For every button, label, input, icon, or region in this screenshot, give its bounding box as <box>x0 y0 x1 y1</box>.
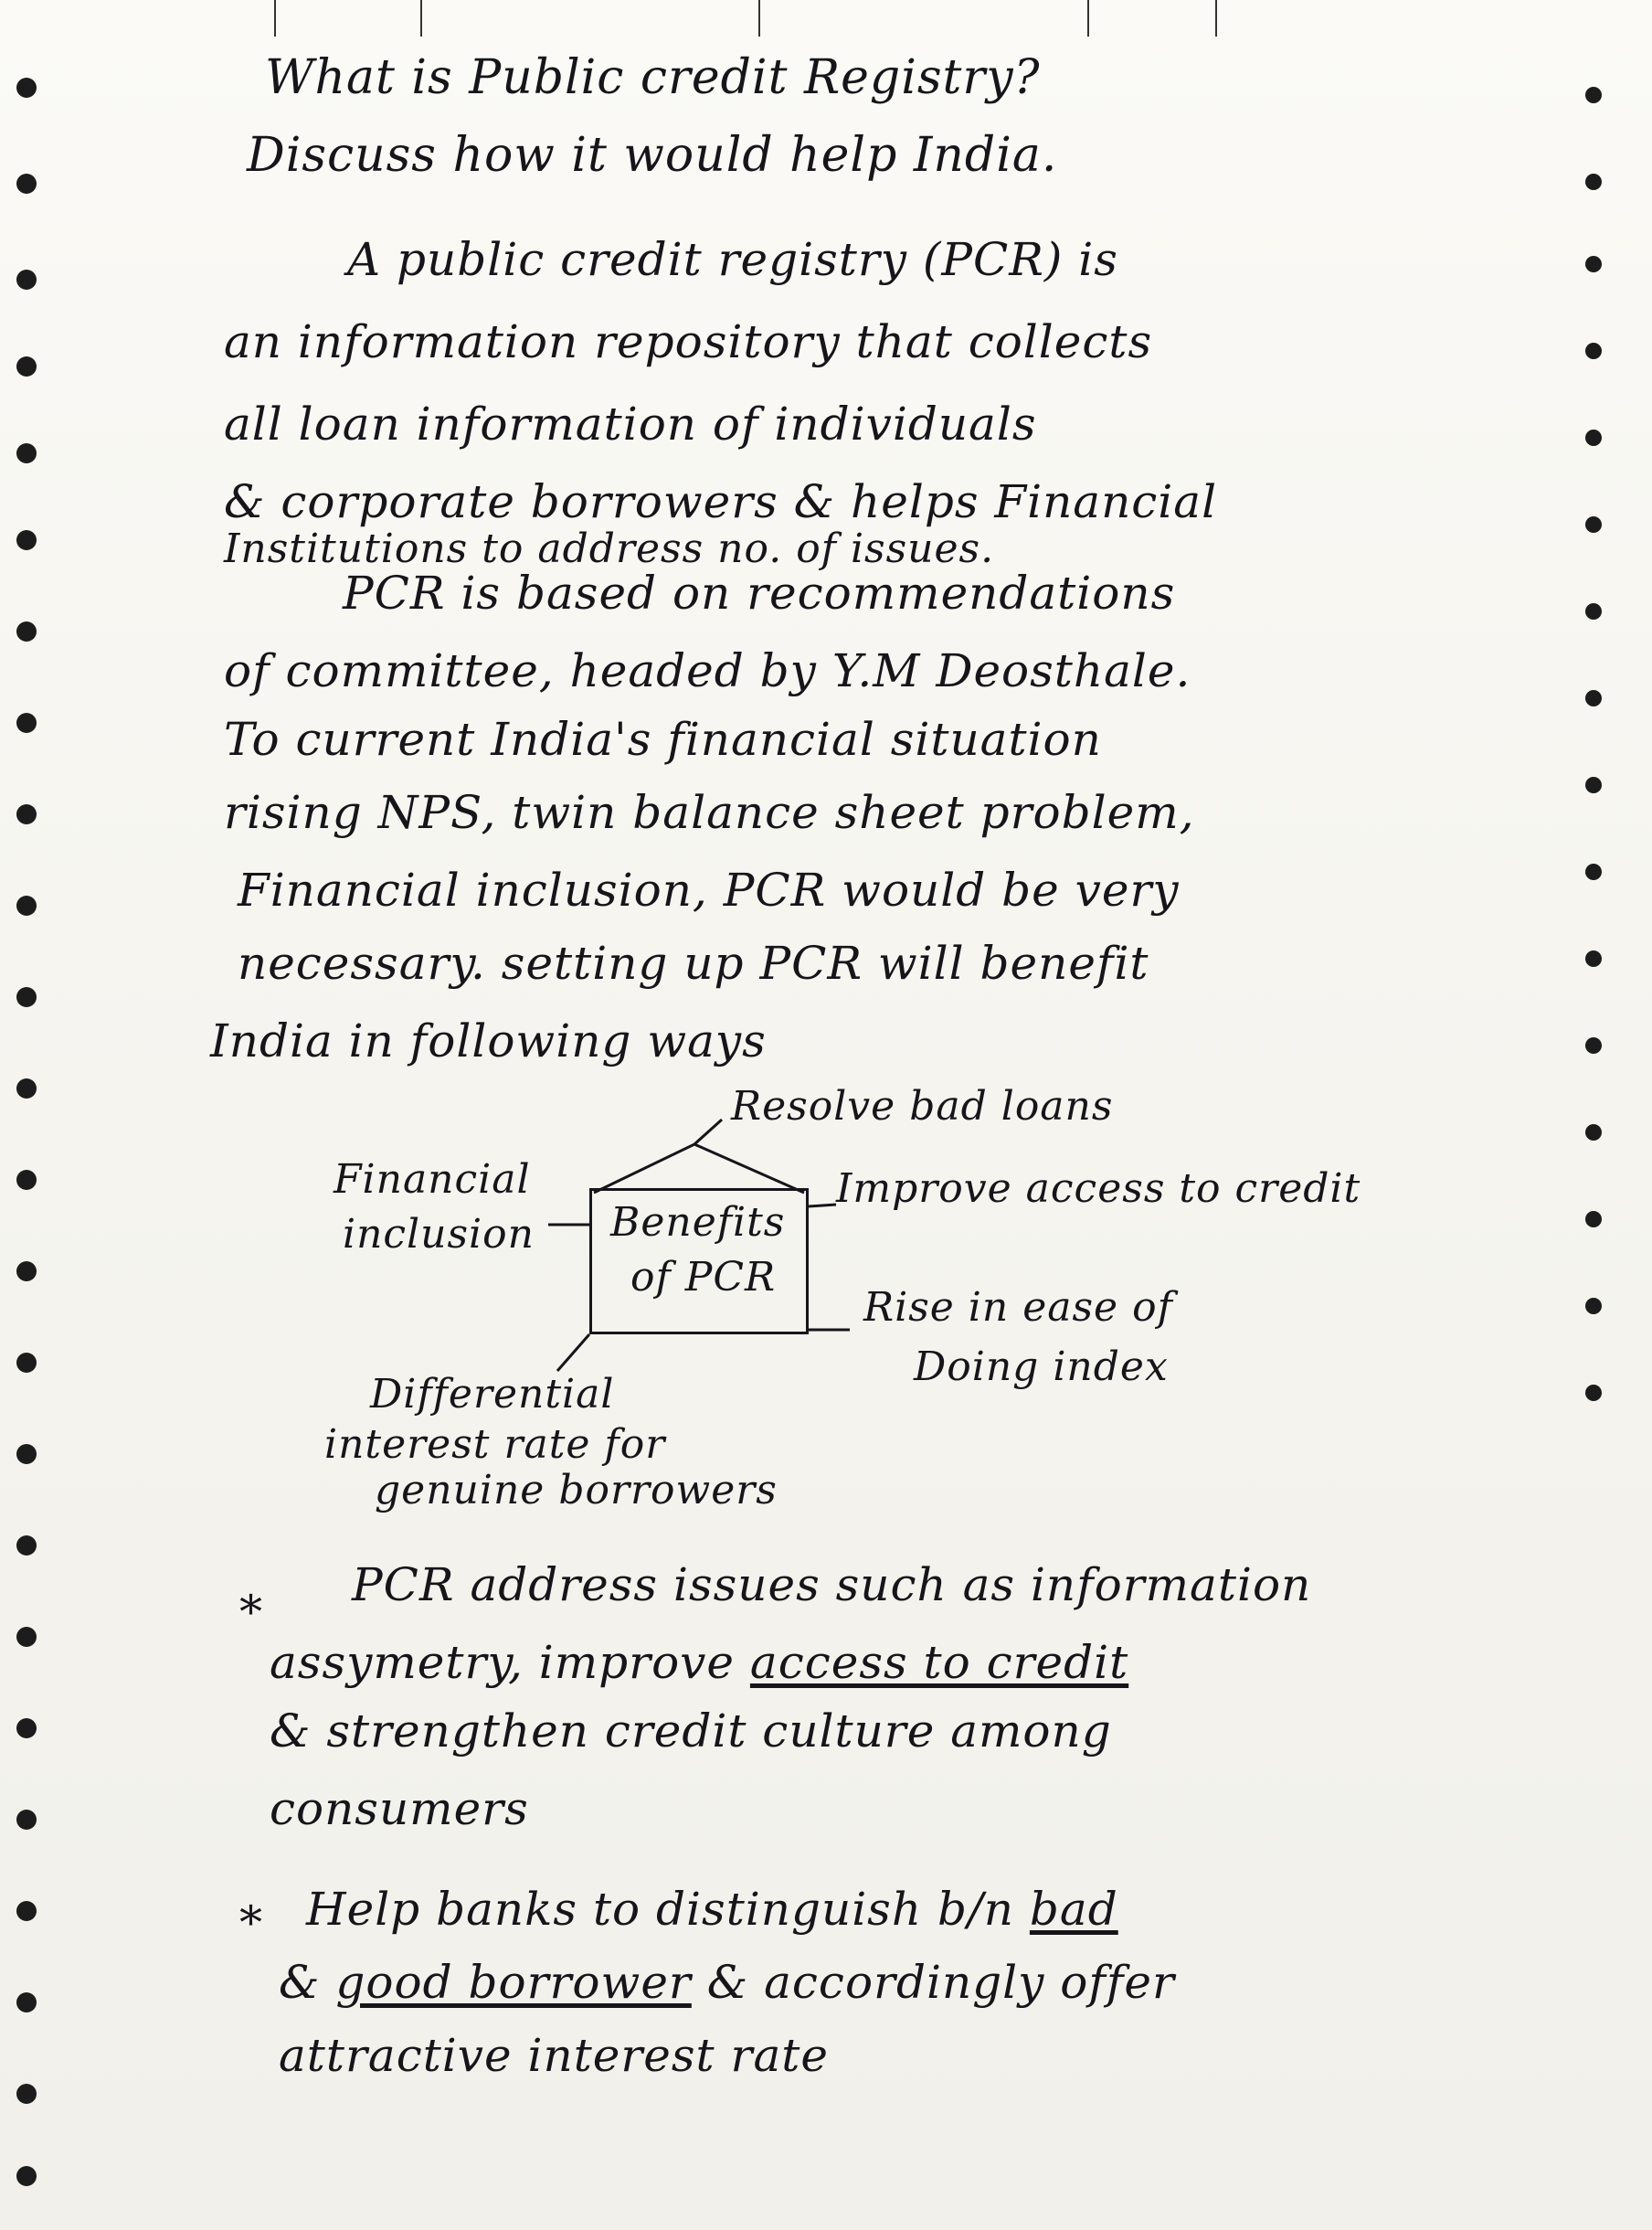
point-2-text: & accordingly offer <box>691 1956 1175 2009</box>
point-2-line <box>279 1956 1175 2009</box>
diagram-center-label: Benefits <box>610 1199 786 1246</box>
spiral-hole <box>1585 1037 1602 1054</box>
spiral-hole <box>16 621 37 642</box>
spiral-hole <box>1585 256 1602 272</box>
diagram-right-bottom-label: Doing index <box>914 1343 1169 1390</box>
spiral-hole <box>16 713 37 733</box>
spiral-hole <box>16 530 37 550</box>
binding-mark <box>420 0 422 37</box>
spiral-hole <box>16 1261 37 1281</box>
diagram-bottom-label: Differential <box>370 1371 615 1418</box>
binding-mark <box>1087 0 1089 37</box>
point-2-line <box>306 1883 1118 1936</box>
answer-line: & corporate borrowers & helps Financial <box>224 475 1218 528</box>
spiral-hole <box>16 2166 37 2186</box>
point-2-underlined: good borrower <box>335 1956 692 2009</box>
answer-line: all loan information of individuals <box>224 398 1037 451</box>
diagram-top-label: Resolve bad loans <box>731 1083 1114 1130</box>
spiral-hole <box>16 1170 37 1190</box>
binding-mark <box>1215 0 1217 37</box>
answer-line: PCR is based on recommendations <box>343 567 1176 620</box>
spiral-hole <box>1585 864 1602 880</box>
diagram-right-top-label: Improve access to credit <box>836 1165 1361 1212</box>
spiral-hole <box>1585 1124 1602 1141</box>
spiral-hole <box>16 1444 37 1464</box>
answer-line: Institutions to address no. of issues. <box>224 526 995 572</box>
point-2-text: Help banks to distinguish b/n <box>306 1883 1030 1936</box>
spiral-hole <box>16 1992 37 2012</box>
answer-line: an information repository that collects <box>224 315 1153 368</box>
spiral-hole <box>1585 603 1602 620</box>
spiral-hole <box>16 2084 37 2104</box>
connector-top <box>594 1144 804 1193</box>
spiral-hole <box>16 1627 37 1647</box>
spiral-hole <box>16 78 37 98</box>
answer-line: Financial inclusion, PCR would be very <box>238 864 1180 917</box>
diagram-bottom-label: genuine borrowers <box>375 1467 778 1513</box>
diagram-left-top-label: inclusion <box>343 1211 535 1258</box>
spiral-hole <box>1585 87 1602 103</box>
point-2-underlined: bad <box>1029 1883 1118 1936</box>
spiral-hole <box>1585 1385 1602 1401</box>
spiral-hole <box>1585 1211 1602 1227</box>
answer-line: necessary. setting up PCR will benefit <box>238 937 1149 990</box>
spiral-hole <box>16 804 37 824</box>
answer-line: A public credit registry (PCR) is <box>347 233 1118 286</box>
answer-line: of committee, headed by Y.M Deosthale. <box>224 644 1191 697</box>
answer-line: India in following ways <box>210 1014 767 1067</box>
point-1-underlined: access to credit <box>749 1636 1129 1689</box>
answer-line: To current India's financial situation <box>224 713 1102 766</box>
connector-right-top <box>809 1205 836 1206</box>
spiral-hole <box>1585 777 1602 793</box>
spiral-hole <box>1585 343 1602 359</box>
spiral-hole <box>16 987 37 1007</box>
spiral-hole <box>1585 516 1602 533</box>
diagram-center-label: of PCR <box>630 1254 777 1301</box>
spiral-hole <box>16 270 37 290</box>
spiral-hole <box>16 1353 37 1373</box>
spiral-holes-right <box>1585 37 1622 2212</box>
point-2-line: attractive interest rate <box>279 2029 829 2082</box>
spiral-hole <box>16 356 37 377</box>
spiral-hole <box>1585 174 1602 190</box>
point-1-line: & strengthen credit culture among <box>270 1704 1112 1757</box>
point-2-bullet: * <box>239 1896 263 1949</box>
diagram-bottom-label: interest rate for <box>324 1421 666 1468</box>
spiral-hole <box>16 1810 37 1830</box>
point-1-line: consumers <box>270 1782 529 1835</box>
diagram-right-bottom-label: Rise in ease of <box>863 1284 1173 1331</box>
binding-mark <box>274 0 276 37</box>
point-1-line <box>270 1636 1128 1689</box>
spiral-hole <box>16 1901 37 1921</box>
spiral-hole <box>1585 950 1602 967</box>
point-1-text: assymetry, improve <box>270 1636 750 1689</box>
spiral-hole <box>1585 1298 1602 1314</box>
question-line-1: What is Public credit Registry? <box>265 50 1041 105</box>
connector-bottom <box>557 1334 589 1371</box>
point-1-bullet: * <box>239 1586 263 1639</box>
spiral-hole <box>16 1078 37 1099</box>
answer-line: rising NPS, twin balance sheet problem, <box>224 786 1195 839</box>
spiral-hole <box>1585 430 1602 446</box>
question-line-2: Discuss how it would help India. <box>247 128 1058 183</box>
spiral-hole <box>16 443 37 463</box>
diagram-left-top-label: Financial <box>334 1156 531 1203</box>
spiral-hole <box>16 174 37 194</box>
connector-top-stem <box>694 1120 722 1144</box>
point-2-text: & <box>279 1956 336 2009</box>
spiral-hole <box>16 1535 37 1556</box>
spiral-hole <box>16 1718 37 1738</box>
spiral-holes-left <box>16 37 53 2212</box>
spiral-hole <box>1585 690 1602 706</box>
spiral-hole <box>16 896 37 916</box>
binding-mark <box>758 0 760 37</box>
point-1-line: PCR address issues such as information <box>352 1558 1312 1611</box>
